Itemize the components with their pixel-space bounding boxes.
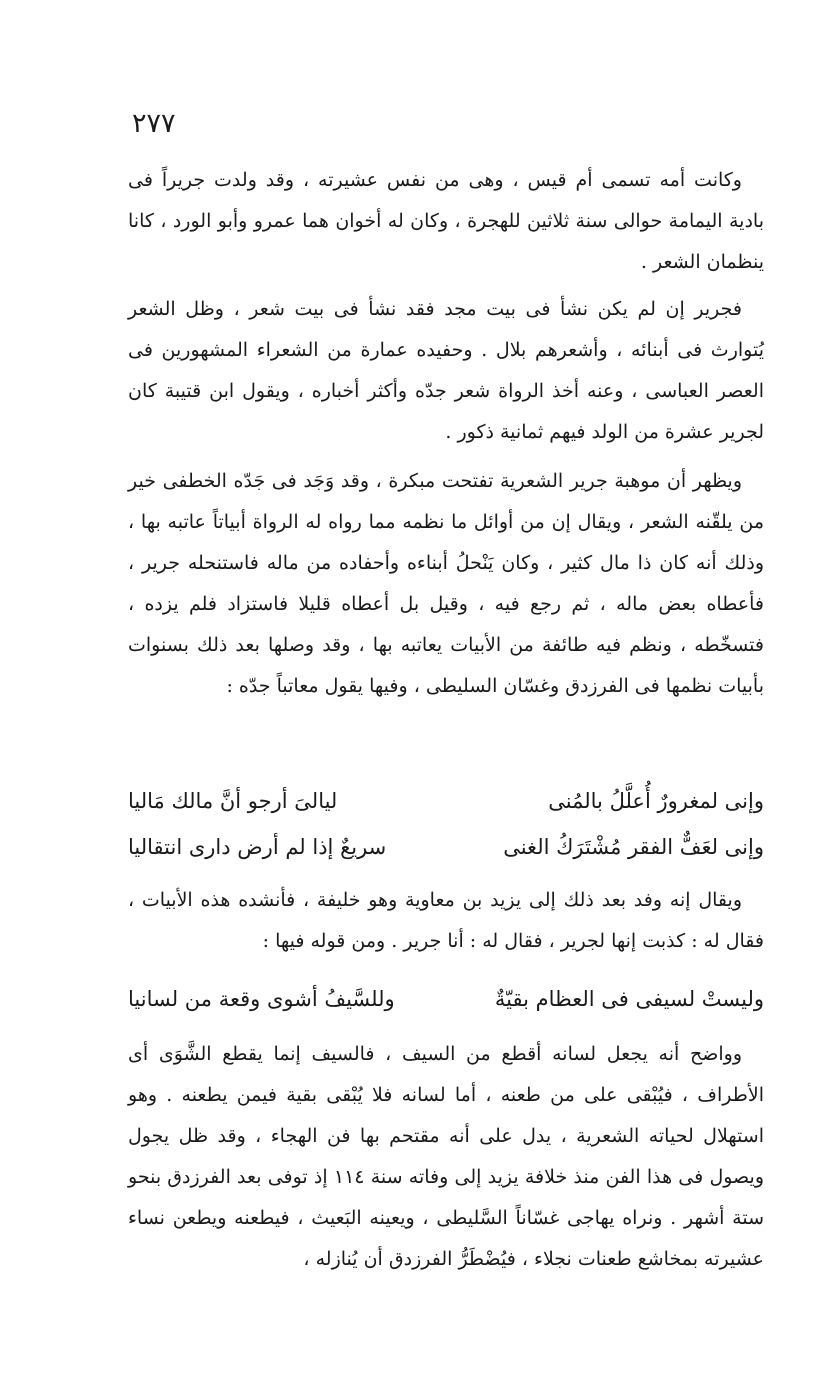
paragraph-block (128, 160, 764, 283)
paragraph-block (128, 880, 764, 962)
verse-line (128, 786, 764, 816)
paragraph-talent: ويظهر أن موهبة جرير الشعرية تفتحت مبكرة ، وقد وَجَد فى جَدّه الخطفى خير من يلقّنه الشعر ، ويقال إن من أوائل ما نظمه مما رواه له الرواة أبياتاً عاتبه بها ، وذلك أنه كان ذا مال كثير ، وكان يَنْحلُ أبناءه وأحفاده من ماله فاستنحله جرير ، فأعطاه بعض ماله ، ثم رجع فيه ، وقيل بل أعطاه قليلا فاستزاد فلم يزده ، فتسخّطه ، ونظم فيه طائفة من الأبيات يعاتبه بها ، وقد وصلها بعد ذلك بسنوات بأبيات نظمها فى الفرزدق وغسّان السليطى ، وفيها يقول معاتباً جدّه : (128, 470, 764, 697)
paragraph-mother: وكانت أمه تسمى أم قيس ، وهى من نفس عشيرته ، وقد ولدت جريراً فى بادية اليمامة حوالى سنة ثلاثين للهجرة ، وكان له أخوان هما عمرو وأبو الورد ، كانا ينظمان الشعر . (128, 169, 764, 273)
verse-second-hemistich: ليالىَ أرجو أنَّ مالك مَاليا (128, 789, 338, 813)
verse-second-hemistich: سريعٌ إذا لم أرض دارى انتقاليا (128, 835, 387, 859)
paragraph-yazid: ويقال إنه وفد بعد ذلك إلى يزيد بن معاوية وهو خليفة ، فأنشده هذه الأبيات ، فقال له : كذبت إنها لجرير ، فقال له : أنا جرير . ومن قوله فيها : (128, 889, 764, 952)
paragraph-satire: وواضح أنه يجعل لسانه أقطع من السيف ، فالسيف إنما يقطع الشَّوَى أى الأطراف ، فيُبْقى على من طعنه ، أما لسانه فلا يُبْقى بقية فيمن يطعنه . وهو استهلال لحياته الشعرية ، يدل على أنه مقتحم بها فن الهجاء ، وقد ظل يجول ويصول فى هذا الفن منذ خلافة يزيد إلى وفاته سنة ١١٤ إذ توفى بعد الفرزدق بنحو ستة أشهر . ونراه يهاجى غسّاناً السَّليطى ، ويعينه البَعيث ، فيطعنه ويطعن نساء عشيرته بمخاشع طعنات نجلاء ، فيُضْطَرُّ الفرزدق أن يُنازله ، (128, 1043, 764, 1270)
paragraph-poetic-family: فجرير إن لم يكن نشأ فى بيت مجد فقد نشأ فى بيت شعر ، وظل الشعر يُتوارث فى أبنائه ، وأشعرهم بلال . وحفيده عمارة من الشعراء المشهورين فى العصر العباسى ، وعنه أخذ الرواة شعر جدّه وأكثر أخباره ، ويقول ابن قتيبة كان لجرير عشرة من الولد فيهم ثمانية ذكور . (128, 298, 764, 443)
verse-line (128, 984, 764, 1014)
page-number: ٢٧٧ (132, 108, 176, 139)
verse-first-hemistich: وليستْ لسيفى فى العظام بقيّةٌ (494, 987, 764, 1011)
paragraph-block (128, 289, 764, 453)
paragraph-block (128, 461, 764, 707)
paragraph-block (128, 1034, 764, 1280)
verse-second-hemistich: وللسَّيفُ أشوى وقعة من لسانيا (128, 987, 395, 1011)
verse-first-hemistich: وإنى لعَفٌّ الفقر مُشْتَرَكُ الغنى (503, 835, 764, 859)
verse-line (128, 832, 764, 862)
verse-first-hemistich: وإنى لمغرورٌ أُعلَّلُ بالمُنى (548, 789, 764, 813)
